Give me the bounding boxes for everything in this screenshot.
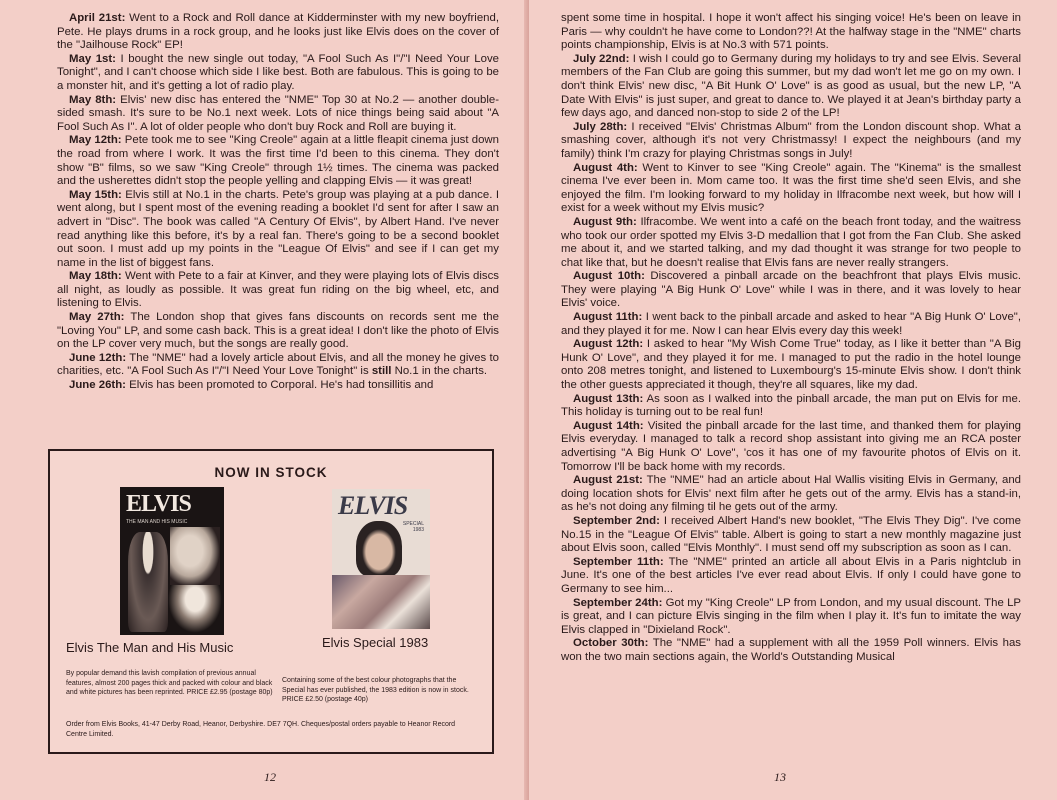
left-page <box>0 0 527 800</box>
entry-date: August 21st: <box>573 474 643 487</box>
book-caption: Elvis The Man and His Music <box>66 640 234 655</box>
entry-text: Elvis has been promoted to Corporal. He's had tonsillitis and <box>125 379 434 392</box>
diary-entry <box>561 393 1021 420</box>
diary-entry <box>561 162 1021 216</box>
book-description: Containing some of the best colour photographs that the Special has ever published, the 1983 edition is now in stock. PRICE £2.50 (postage 40p) <box>282 677 469 703</box>
entry-date: September 11th: <box>573 555 664 568</box>
cover-photo <box>332 575 430 629</box>
entry-text: Got my "King Creole" LP from London, and my usual discount. The LP is great, and I can picture Elvis singing in the film when I play it. It's fun to imitate the way Elvis clapped in "Dixieland Rock". <box>561 596 1021 636</box>
cover-subtitle: SPECIAL 1983 <box>402 521 424 533</box>
diary-entry <box>561 53 1021 121</box>
diary-entry <box>561 311 1021 338</box>
entry-date: June 12th: <box>69 351 127 364</box>
diary-entry <box>561 338 1021 392</box>
diary-entry <box>57 189 499 271</box>
entry-text: The "NME" printed an article all about Elvis in a Paris nightclub in June. It's one of the best articles I've ever read about Elvis. If only I could have gone to Germany to see him... <box>561 555 1021 595</box>
entry-emphasis: still <box>371 365 392 378</box>
diary-entry <box>57 94 499 135</box>
entry-date: July 28th: <box>573 120 628 133</box>
entry-text: No.1 in the charts. <box>391 365 488 378</box>
cover-title: ELVIS <box>338 491 408 520</box>
entry-text: Elvis still at No.1 in the charts. Pete's group was playing at a pub dance. I went along, but I spent most of the evening reading a booklet I'd sent for after I saw an advert in "Disc". The book was called "A Century Of Elvis", by Albert Hand. I've never read anything like this before, it's by a real fan. There's going to be a second booklet out soon. I must add up my points in the "League Of Elvis" and see if I can get my name in the list of biggest fans. <box>57 188 499 269</box>
entry-text: I received Albert Hand's new booklet, "The Elvis They Dig". I've come No.15 in the "League Of Elvis" table. Albert is going to start a new monthly magazine just about Elvis soon, called "Elvis Monthly". I must send off my subscription as soon as I can. <box>561 514 1021 555</box>
entry-text: Pete took me to see "King Creole" again at a little fleapit cinema just down the road from where I work. It was the first time I'd been to this cinema. They don't show "B" films, so we saw "King Creole" through 1½ times. The cinema was packed and the usherettes didn't stop the people yelling and clapping Elvis — it was great! <box>57 134 499 188</box>
entry-text: Ilfracombe. We went into a café on the beach front today, and the waitress who took our order spotted my Elvis 3-D medallion that I got from the Fan Club. She asked me about it, and we started talking, and my dad thought it was strange for two people to chat like that, but he doesn't realise that Elvis fans are never really strangers. <box>561 215 1021 269</box>
cover-photo <box>128 532 168 632</box>
entry-date: August 4th: <box>573 161 638 174</box>
entry-date: May 27th: <box>69 311 125 324</box>
entry-text: Visited the pinball arcade for the last time, and thanked them for playing Elvis everyday. I managed to talk a record shop assistant into giving me an RCA poster advertising "A Big Hunk O' Love", 'cos it has one of my favourite photos of Elvis on it. Tomorrow I'll be back home with my records. <box>561 419 1021 473</box>
order-info: Order from Elvis Books, 41-47 Derby Road, Heanor, Derbyshire. DE7 7QH. Cheques/postal orders payable to Heanor Record Centre Limited. <box>66 721 456 738</box>
entry-text: I asked to hear "My Wish Come True" today, as I like it better than "A Big Hunk O' Love", and they played it for me. I managed to put the radio in the hotel lounge onto 208 metres tonight, and listened to Luxembourg's 15-minute Elvis show. I don't think the other guests appreciated it though, they're all squares, like my dad. <box>561 338 1021 392</box>
entry-date: August 12th: <box>573 338 644 351</box>
diary-entry <box>57 53 499 94</box>
entry-date: October 30th: <box>573 637 649 650</box>
entry-text: I bought the new single out today, "A Fool Such As I"/"I Need Your Love Tonight", and I can't choose which side I like best. Both are fabulous. This is going to be a monster hit, and it's getting a lot of radio play. <box>57 52 499 92</box>
entry-date: August 9th: <box>573 215 637 228</box>
entry-text: The London shop that gives fans discounts on records sent me the "Loving You" LP, and some cash back. This is a great idea! I don't like the photo of Elvis on the LP cover very much, but the songs are really good. <box>57 311 499 351</box>
right-page <box>529 0 1057 800</box>
entry-date: May 1st: <box>69 52 116 65</box>
advert-box <box>48 449 494 754</box>
diary-entry <box>561 270 1021 311</box>
entry-text: I received "Elvis' Christmas Album" from the London discount shop. What a smashing cover, although it's not very Christmassy! I expect the neighbours (and my family) think I'm crazy for playing Christmas songs in July! <box>561 120 1022 160</box>
diary-entry <box>561 515 1021 556</box>
diary-entry <box>57 270 499 311</box>
diary-entry <box>57 352 499 379</box>
cover-photo <box>168 585 222 633</box>
diary-entry <box>561 637 1021 664</box>
entry-text: The "NME" had a supplement with all the 1959 Poll winners. Elvis has won the two main sections again, the World's Outstanding Musical <box>561 637 1021 663</box>
entry-text: Went with Pete to a fair at Kinver, and they were playing lots of Elvis discs all night, as loudly as possible. It was great fun riding on the big wheel, etc, and listening to Elvis. <box>57 270 499 310</box>
entry-date: August 11th: <box>573 311 643 324</box>
book-description: By popular demand this lavish compilation of previous annual features, almost 200 pages thick and packed with colour and black and white pictures has been reprinted. PRICE £2.95 (postage 80p) <box>66 670 273 696</box>
entry-date: May 12th: <box>69 134 122 147</box>
entry-date: May 8th: <box>69 93 117 106</box>
book-caption: Elvis Special 1983 <box>322 635 429 650</box>
page-number: 13 <box>774 770 786 784</box>
entry-date: August 10th: <box>573 270 645 283</box>
page-number: 12 <box>264 770 276 784</box>
continued-text: spent some time in hospital. I hope it won't affect his singing voice! He's been on leave in Paris — why couldn't he have come to London??! At the halfway stage in the "NME" charts points championship, Elvis is at No.3 with 571 points. <box>561 12 1021 52</box>
cover-subtitle: THE MAN AND HIS MUSIC <box>126 519 188 525</box>
entry-text: I wish I could go to Germany during my holidays to try and see Elvis. Several members of the Fan Club are going this summer, but my dad won't let me go on my own. I don't think Elvis' new disc, "A Bit Hunk O' Love" is as good as usual, but the new LP, "A Date With Elvis" is just super, and great to dance to. We played it at Jean's birthday party a few days ago, and danced non-stop to side 2 of the LP! <box>561 52 1021 120</box>
cover-photo <box>170 527 220 587</box>
entry-date: May 15th: <box>69 188 122 201</box>
entry-text: Elvis' new disc has entered the "NME" Top 30 at No.2 — another double-sided smash. It's sure to be No.1 next week. Lots of nice things being said about "A Fool Such As I". A lot of older people who don't buy Rock and Roll are buying it. <box>57 93 500 133</box>
right-column <box>561 12 1021 665</box>
entry-date: July 22nd: <box>573 52 630 65</box>
diary-entry <box>561 556 1021 597</box>
book-cover-special-1983 <box>332 489 430 629</box>
diary-entry <box>57 12 499 53</box>
diary-entry <box>57 379 499 393</box>
entry-date: September 24th: <box>573 596 663 609</box>
diary-entry <box>561 216 1021 270</box>
entry-text: I went back to the pinball arcade and asked to hear "A Big Hunk O' Love", and they played it for me. Now I can hear Elvis every day this week! <box>561 311 1021 337</box>
cover-photo <box>356 521 402 577</box>
diary-entry <box>561 597 1021 638</box>
entry-date: August 13th: <box>573 392 644 405</box>
entry-text: The "NME" had an article about Hal Wallis visiting Elvis in Germany, and doing location shots for Elvis' next film after he gets out of the army. Elvis has a stand-in, as he's not doing any filming til he gets out of the army. <box>561 474 1021 514</box>
diary-entry <box>57 134 499 188</box>
left-column <box>57 12 499 393</box>
book-cover-man-and-music <box>120 487 224 635</box>
entry-date: June 26th: <box>69 379 126 392</box>
entry-date: September 2nd: <box>573 514 660 527</box>
entry-date: April 21st: <box>69 12 126 24</box>
entry-text: The "NME" had a lovely article about Elvis, and all the money he gives to charities, etc. "A Fool Such As I"/"I Need Your Love Tonight" is <box>57 351 499 378</box>
entry-text: Went to Kinver to see "King Creole" again. The "Kinema" is the smallest cinema I've ever been in. Mom came too. It was the first time she'd seen Elvis, and she enjoyed the film. I'm looking forward to my holiday in Ilfracombe next week, but how will I exist for a week without my Elvis music? <box>561 161 1021 215</box>
entry-text: Discovered a pinball arcade on the beachfront that plays Elvis music. They were playing "A Big Hunk O' Love" while I was in there, and it was lovely to hear Elvis' voice. <box>561 270 1022 310</box>
diary-entry <box>561 121 1021 162</box>
entry-text: As soon as I walked into the pinball arcade, the man put on Elvis for me. This holiday is turning out to be real fun! <box>561 392 1022 419</box>
diary-entry <box>57 311 499 352</box>
entry-text: Went to a Rock and Roll dance at Kidderminster with my new boyfriend, Pete. He plays drums in a rock group, and he looks just like Elvis does on the cover of the "Jailhouse Rock" EP! <box>57 12 499 52</box>
cover-title: ELVIS <box>126 491 191 517</box>
diary-entry <box>561 474 1021 515</box>
entry-date: May 18th: <box>69 270 122 283</box>
entry-date: August 14th: <box>573 419 644 432</box>
diary-entry <box>561 420 1021 474</box>
advert-heading: NOW IN STOCK <box>214 465 328 480</box>
